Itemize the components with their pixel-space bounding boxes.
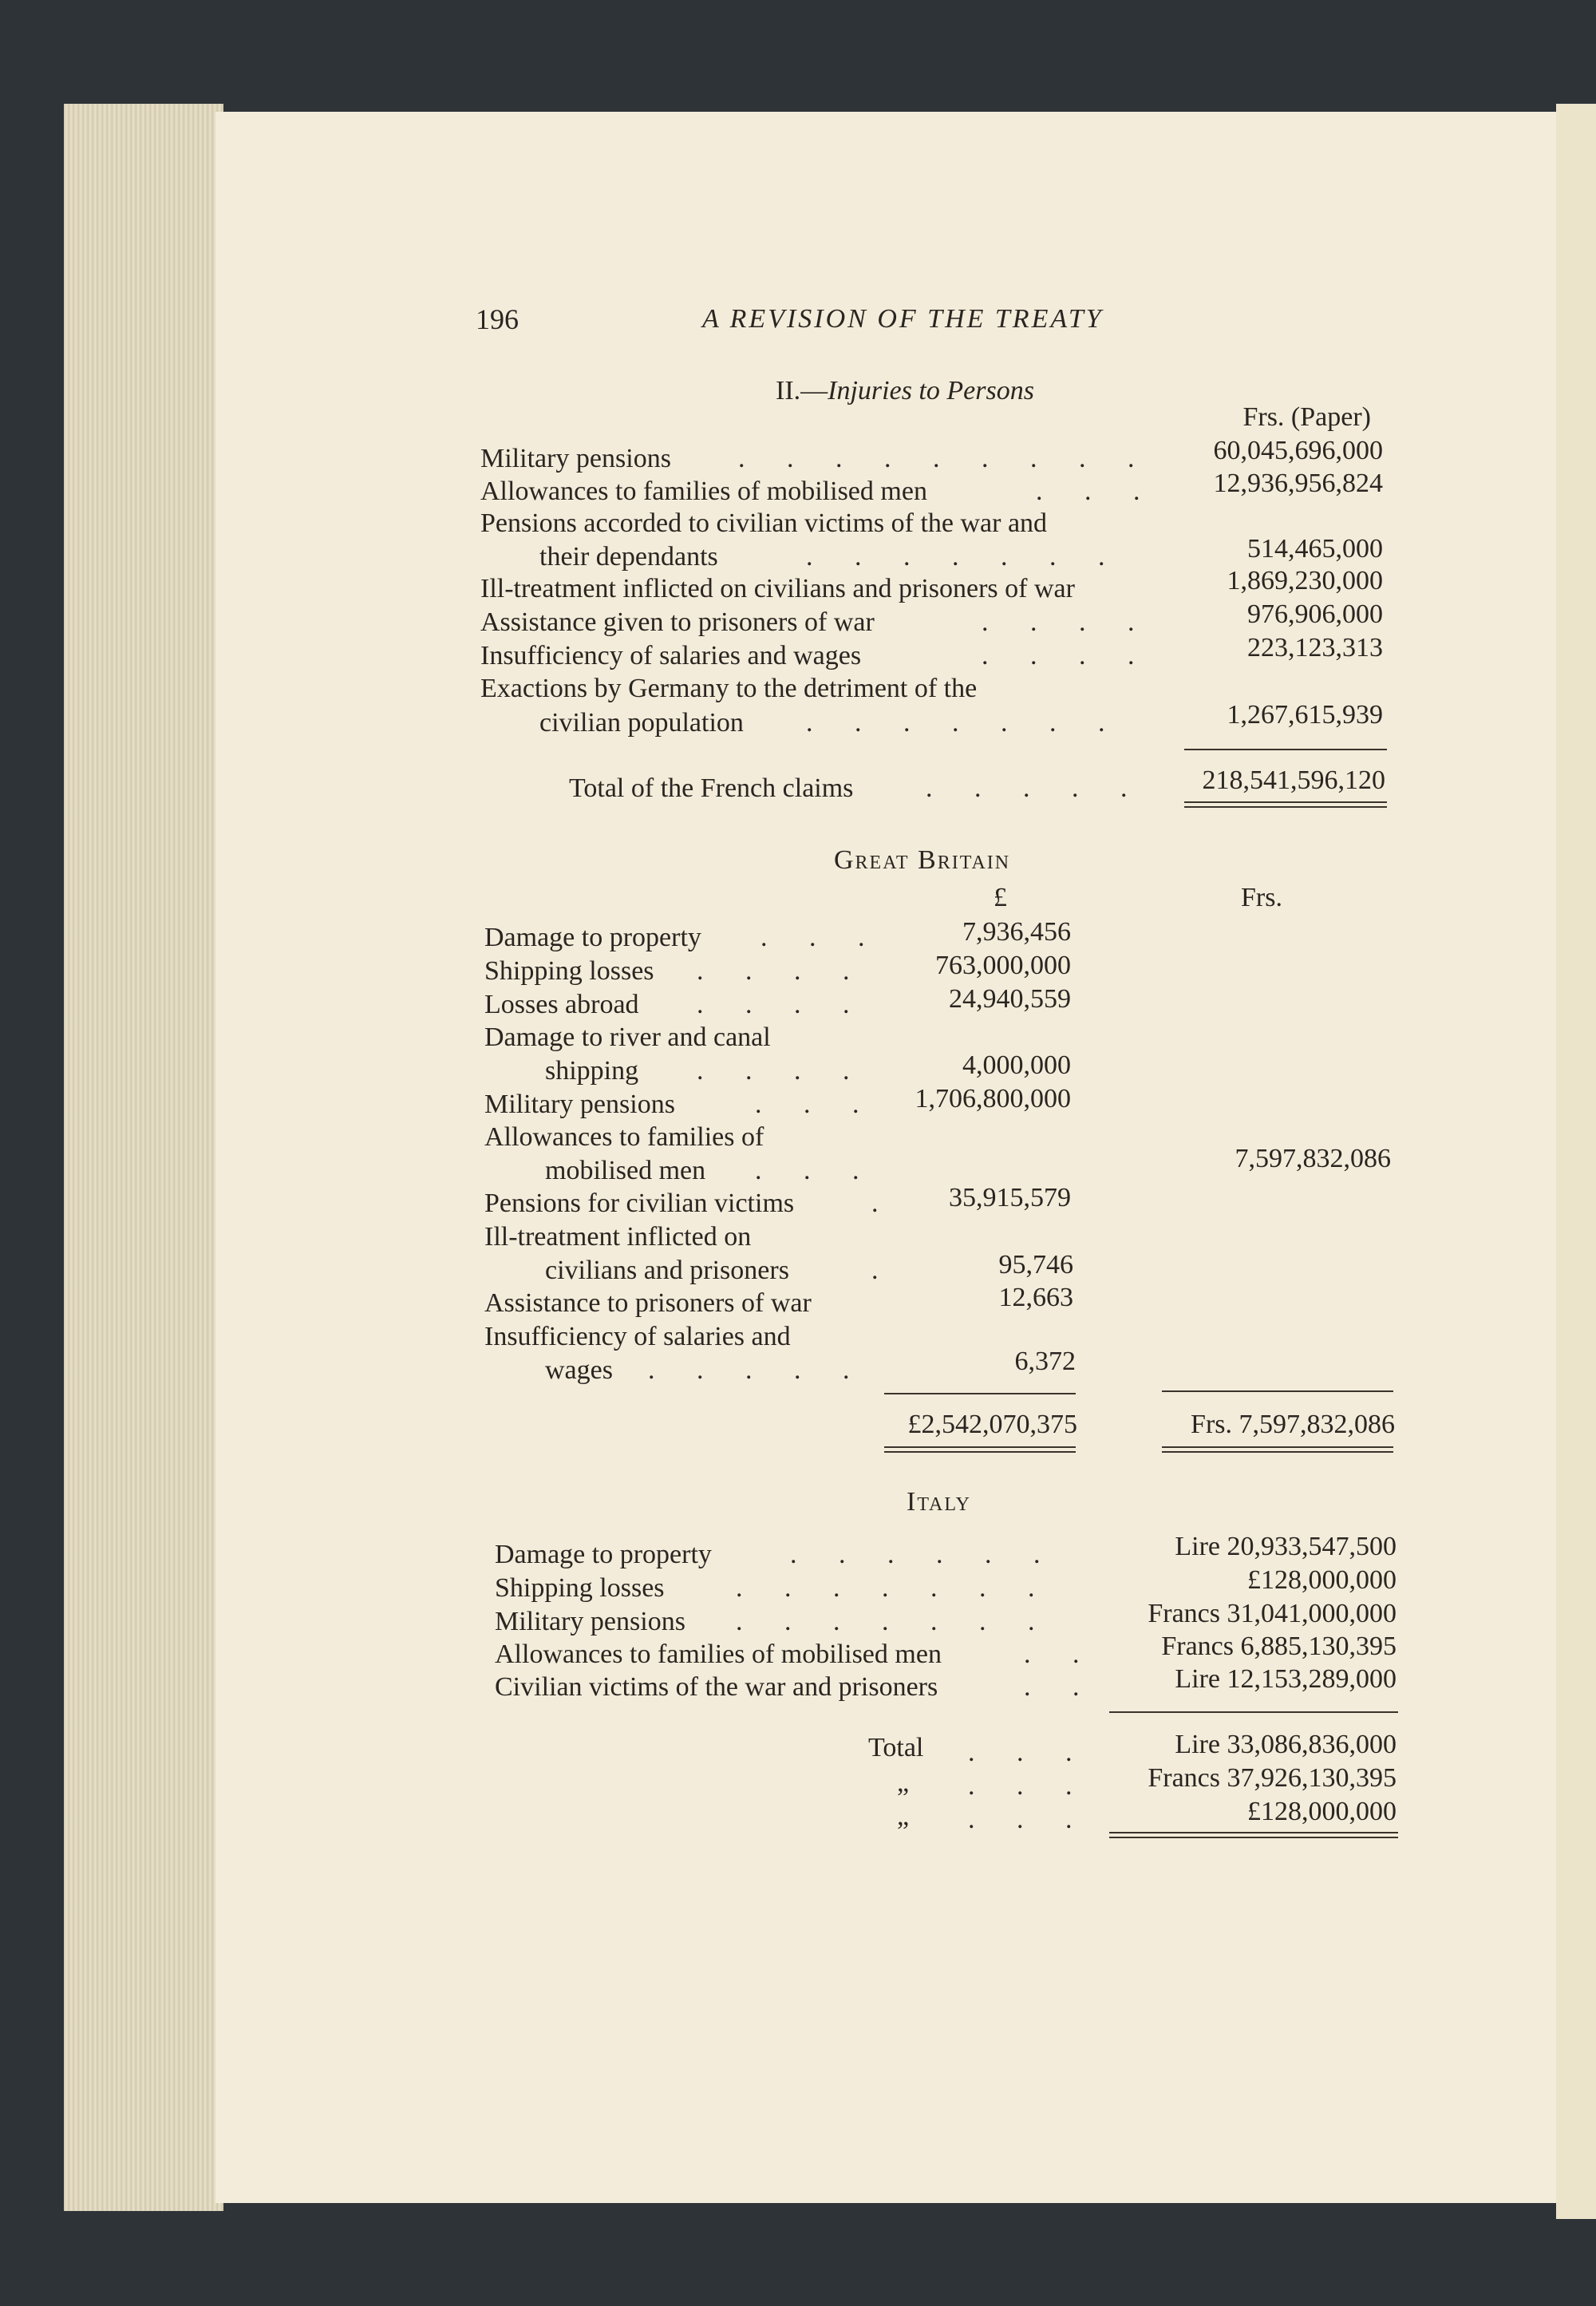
row-value: £128,000,000: [1247, 1565, 1396, 1595]
total-francs: Frs. 7,597,832,086: [1191, 1410, 1395, 1439]
row-label: Damage to property: [495, 1540, 712, 1569]
leader-dots: . . . .: [697, 1056, 867, 1086]
leader-dots: . . .: [968, 1805, 1090, 1834]
divider-rule: [1184, 749, 1387, 750]
pounds-value: 24,940,559: [949, 984, 1071, 1014]
leader-dots: . . . . . .: [790, 1540, 1058, 1569]
double-rule: [1162, 1446, 1393, 1453]
facing-page-edge: [1556, 104, 1596, 2219]
leader-dots: . . .: [968, 1738, 1090, 1767]
row-label: Ill-treatment inflicted on: [484, 1222, 752, 1252]
leader-dots: .: [871, 1189, 896, 1218]
leader-dots: . .: [1024, 1672, 1097, 1702]
row-label: Assistance given to prisoners of war: [480, 607, 875, 637]
page-number: 196: [476, 303, 519, 335]
double-rule: [1109, 1832, 1398, 1838]
leader-dots: . . . . . . .: [806, 542, 1123, 572]
leader-dots: . .: [1024, 1640, 1097, 1669]
leader-dots: . . . . . . .: [736, 1573, 1053, 1603]
row-label: Pensions for civilian victims: [484, 1189, 795, 1218]
pounds-value: 95,746: [998, 1250, 1073, 1280]
row-value: Francs 6,885,130,395: [1161, 1632, 1396, 1661]
row-value: 223,123,313: [1247, 633, 1383, 663]
row-label: Damage to property: [484, 923, 701, 952]
pounds-value: 4,000,000: [962, 1050, 1071, 1080]
row-label: Military pensions: [495, 1607, 685, 1636]
divider-rule: [1109, 1711, 1398, 1713]
row-label: Insufficiency of salaries and: [484, 1322, 791, 1351]
row-value: 12,936,956,824: [1213, 469, 1383, 498]
row-value: Lire 12,153,289,000: [1175, 1664, 1396, 1694]
leader-dots: . . . . .: [926, 773, 1145, 803]
pounds-value: 1,706,800,000: [915, 1084, 1071, 1113]
leader-dots: . . . . .: [648, 1355, 867, 1385]
pounds-value: 6,372: [1014, 1347, 1076, 1376]
row-label: Exactions by Germany to the detriment of the: [480, 674, 978, 703]
section-title: II.—Injuries to Persons: [776, 376, 1034, 405]
row-label: Damage to river and canal: [484, 1022, 771, 1052]
ditto-mark: „: [897, 1802, 910, 1831]
row-label: Military pensions: [480, 444, 671, 473]
section-title-italy: Italy: [907, 1487, 971, 1517]
row-label: Shipping losses: [495, 1573, 665, 1603]
total-value: Francs 37,926,130,395: [1148, 1763, 1396, 1793]
leader-dots: . . . . . . . . .: [738, 444, 1152, 473]
row-label: Civilian victims of the war and prisoners: [495, 1672, 938, 1702]
running-title: A REVISION OF THE TREATY: [702, 304, 1104, 334]
page-edges: [64, 104, 223, 2211]
pounds-value: 763,000,000: [935, 951, 1071, 980]
total-pounds: £2,542,070,375: [907, 1410, 1077, 1439]
row-label: Allowances to families of mobilised men: [495, 1640, 942, 1669]
ditto-mark: „: [897, 1768, 910, 1798]
row-value: Lire 20,933,547,500: [1175, 1532, 1396, 1561]
row-label: Losses abroad: [484, 990, 639, 1019]
divider-rule: [1162, 1390, 1393, 1392]
row-label: Allowances to families of: [484, 1122, 764, 1152]
row-label-cont: shipping: [545, 1056, 639, 1086]
row-value: Francs 31,041,000,000: [1148, 1599, 1396, 1628]
total-label: Total: [868, 1733, 924, 1762]
total-value: Lire 33,086,836,000: [1175, 1730, 1396, 1759]
section-title-great-britain: Great Britain: [834, 845, 1011, 875]
row-value: 1,869,230,000: [1227, 566, 1383, 595]
total-value: 218,541,596,120: [1202, 765, 1385, 795]
francs-value: 7,597,832,086: [1235, 1144, 1391, 1173]
leader-dots: . . . .: [697, 990, 867, 1019]
leader-dots: . . . . . . .: [736, 1607, 1053, 1636]
row-label-cont: their dependants: [539, 542, 718, 572]
leader-dots: . . .: [968, 1771, 1090, 1801]
row-label: Insufficiency of salaries and wages: [480, 641, 862, 670]
currency-header: Frs. (Paper): [1242, 402, 1371, 432]
leader-dots: . . . .: [982, 641, 1152, 670]
row-value: 1,267,615,939: [1227, 700, 1383, 730]
row-label-cont: civilians and prisoners: [545, 1256, 789, 1285]
row-label: Pensions accorded to civilian victims of the war and: [480, 508, 1048, 538]
pounds-value: 35,915,579: [949, 1183, 1071, 1212]
row-value: 514,465,000: [1247, 534, 1383, 564]
leader-dots: . . . .: [697, 956, 867, 986]
row-label: Shipping losses: [484, 956, 654, 986]
leader-dots: . . . . . . .: [806, 708, 1123, 738]
leader-dots: . . .: [755, 1090, 877, 1119]
leader-dots: . . .: [760, 923, 883, 952]
column-header-francs: Frs.: [1241, 883, 1282, 912]
total-label: Total of the French claims: [569, 773, 854, 803]
pounds-value: 7,936,456: [962, 917, 1071, 947]
divider-rule: [884, 1393, 1076, 1394]
column-header-pounds: £: [994, 883, 1007, 912]
leader-dots: . . .: [1036, 477, 1158, 506]
row-label: Allowances to families of mobilised men: [480, 477, 927, 506]
row-label-cont: wages: [545, 1355, 613, 1385]
row-value: 976,906,000: [1247, 599, 1383, 629]
row-label-cont: civilian population: [539, 708, 744, 738]
pounds-value: 12,663: [998, 1283, 1073, 1312]
leader-dots: . . .: [755, 1156, 877, 1185]
row-label: Assistance to prisoners of war: [484, 1288, 812, 1318]
row-label-cont: mobilised men: [545, 1156, 706, 1185]
row-label: Military pensions: [484, 1090, 675, 1119]
leader-dots: .: [871, 1256, 896, 1285]
row-label: Ill-treatment inflicted on civilians and prisoners of war: [480, 574, 1075, 603]
row-value: 60,045,696,000: [1213, 436, 1383, 465]
double-rule: [884, 1446, 1076, 1453]
total-value: £128,000,000: [1247, 1797, 1396, 1826]
leader-dots: . . . .: [982, 607, 1152, 637]
double-rule: [1184, 801, 1387, 808]
